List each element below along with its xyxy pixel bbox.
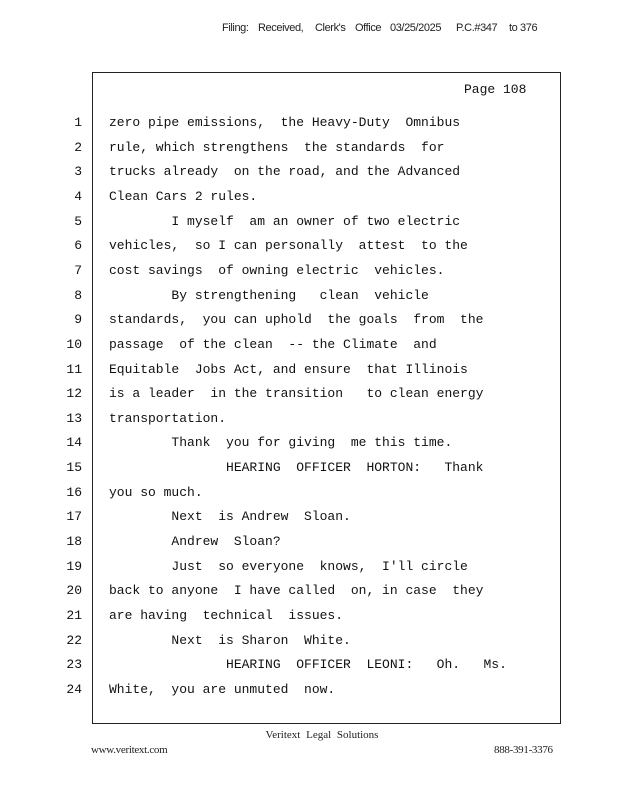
pc-range: to 376: [509, 22, 538, 34]
line-number: 1: [74, 115, 82, 130]
received-label: Received,: [258, 22, 304, 34]
line-text: vehicles, so I can personally attest to the: [109, 238, 468, 254]
line-number: 8: [74, 287, 82, 303]
line-number: 21: [66, 608, 82, 623]
transcript-line: [0, 632, 618, 656]
line-text: Clean Cars 2 rules.: [109, 188, 258, 204]
transcript-line: [0, 139, 618, 163]
transcript-line: [0, 508, 618, 532]
page-number: Page 108: [464, 82, 527, 97]
line-number: 24: [66, 681, 82, 697]
line-number: 3: [74, 164, 82, 180]
line-number: 23: [66, 657, 82, 673]
line-number: 4: [74, 188, 82, 204]
transcript-line: [0, 484, 618, 508]
line-text: By strengthening clean vehicle: [109, 287, 429, 303]
transcript-line: [0, 385, 618, 409]
line-number: 6: [74, 238, 82, 254]
line-number: 5: [74, 213, 82, 229]
transcript-line: [0, 237, 618, 261]
transcript-line: [0, 114, 618, 138]
filing-header: [222, 22, 552, 38]
line-text: Equitable Jobs Act, and ensure that Illinois: [109, 361, 468, 377]
line-text: you so much.: [109, 484, 203, 500]
line-text: Andrew Sloan?: [109, 534, 281, 550]
transcript-line: [0, 311, 618, 335]
transcript-line: [0, 213, 618, 237]
line-number: 2: [74, 139, 82, 155]
line-number: 12: [66, 386, 82, 402]
line-number: 13: [66, 410, 82, 426]
transcript-line: [0, 188, 618, 212]
line-text: Next is Andrew Sloan.: [109, 509, 351, 525]
line-text: transportation.: [109, 410, 227, 426]
line-text: Just so everyone knows, I'll circle: [109, 558, 468, 574]
line-text: I myself am an owner of two electric: [109, 213, 461, 229]
transcript-line: [0, 262, 618, 286]
line-text: are having technical issues.: [109, 608, 344, 623]
line-number: 7: [74, 262, 82, 278]
line-number: 17: [66, 509, 82, 525]
line-text: HEARING OFFICER HORTON: Thank: [109, 460, 484, 476]
transcript-line: [0, 287, 618, 311]
line-text: cost savings of owning electric vehicles.: [109, 262, 445, 278]
transcript-line: [0, 558, 618, 582]
filing-date: 03/25/2025: [390, 22, 442, 34]
transcript-line: [0, 410, 618, 434]
transcript-line: [0, 582, 618, 606]
transcript-line: [0, 607, 618, 631]
transcript-line: [0, 361, 618, 385]
transcript-line: [0, 459, 618, 483]
line-number: 20: [66, 583, 82, 599]
line-text: White, you are unmuted now.: [109, 681, 336, 697]
line-text: Next is Sharon White.: [109, 632, 351, 648]
transcript-line: [0, 533, 618, 557]
transcript-line: [0, 163, 618, 187]
line-text: HEARING OFFICER LEONI: Oh. Ms.: [109, 657, 507, 673]
line-text: standards, you can uphold the goals from the: [109, 312, 484, 328]
line-text: Thank you for giving me this time.: [109, 435, 453, 451]
transcript-line: [0, 336, 618, 360]
line-number: 15: [66, 460, 82, 476]
line-text: is a leader in the transition to clean energy: [109, 386, 484, 402]
line-number: 10: [66, 336, 82, 352]
line-number: 22: [66, 632, 82, 648]
line-text: trucks already on the road, and the Advanced: [109, 164, 461, 180]
line-number: 16: [66, 484, 82, 500]
transcript-line: [0, 681, 618, 705]
line-text: passage of the clean -- the Climate and: [109, 336, 437, 352]
footer-company: Veritext Legal Solutions: [265, 729, 379, 741]
pc-number: P.C.#347: [456, 22, 498, 34]
line-text: back to anyone I have called on, in case they: [109, 583, 484, 599]
line-number: 14: [66, 435, 82, 451]
line-text: rule, which strengthens the standards for: [109, 139, 445, 155]
footer-phone: 888-391-3376: [494, 744, 553, 756]
clerks-label: Clerk's: [315, 22, 346, 34]
line-number: 11: [66, 361, 82, 377]
transcript-line: [0, 656, 618, 680]
line-number: 9: [74, 312, 82, 328]
transcript-line: [0, 434, 618, 458]
office-label: Office: [355, 22, 382, 34]
line-number: 19: [66, 558, 82, 574]
line-text: zero pipe emissions, the Heavy-Duty Omnibus: [109, 115, 461, 130]
filing-label: Filing:: [222, 22, 249, 34]
footer-website: www.veritext.com: [91, 744, 168, 756]
line-number: 18: [66, 534, 82, 550]
